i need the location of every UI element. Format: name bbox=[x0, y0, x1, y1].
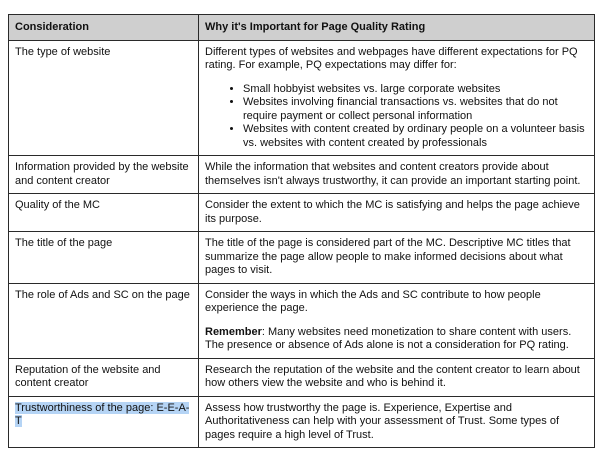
highlighted-text[interactable]: Trustworthiness of the page: E-E-A-T bbox=[15, 401, 190, 427]
bullet-list bbox=[205, 83, 588, 151]
header-importance: Why it's Important for Page Quality Rating bbox=[199, 15, 595, 41]
importance-cell bbox=[199, 283, 595, 358]
table-row bbox=[9, 232, 595, 284]
importance-text: Consider the ways in which the Ads and SC contribute to how people experience the page. bbox=[205, 288, 541, 314]
header-row bbox=[9, 15, 595, 41]
consideration-cell bbox=[9, 396, 199, 448]
importance-cell bbox=[199, 40, 595, 156]
remember-note bbox=[205, 326, 588, 353]
table-row bbox=[9, 40, 595, 156]
header-consideration: Consideration bbox=[9, 15, 199, 41]
table-row bbox=[9, 156, 595, 194]
consideration-cell: The title of the page bbox=[9, 232, 199, 284]
importance-cell: While the information that websites and content creators provide about themselves isn't always trustworthy, it can provide an important starting point. bbox=[199, 156, 595, 194]
consideration-cell: Reputation of the website and content creator bbox=[9, 358, 199, 396]
importance-cell: Assess how trustworthy the page is. Experience, Expertise and Authoritativeness can help with your assessment of Trust. Some types of pages require a high level of Trust. bbox=[199, 396, 595, 448]
table-row bbox=[9, 358, 595, 396]
remember-label: Remember bbox=[205, 325, 262, 338]
table-row bbox=[9, 194, 595, 232]
remember-text: : Many websites need monetization to share content with users. The presence or absence of Ads alone is not a consideration for PQ rating. bbox=[205, 325, 572, 351]
page-quality-considerations-table bbox=[8, 14, 595, 448]
table-row bbox=[9, 396, 595, 448]
consideration-cell: Information provided by the website and content creator bbox=[9, 156, 199, 194]
consideration-cell: The type of website bbox=[9, 40, 199, 156]
list-item: • Websites involving financial transactions vs. websites that do not require payment or collect personal information bbox=[243, 96, 588, 123]
list-item: • Small hobbyist websites vs. large corporate websites bbox=[243, 83, 588, 97]
table-row bbox=[9, 283, 595, 358]
importance-cell: Research the reputation of the website and the content creator to learn about how others view the website and who is behind it. bbox=[199, 358, 595, 396]
consideration-cell: Quality of the MC bbox=[9, 194, 199, 232]
importance-text: Different types of websites and webpages have different expectations for PQ rating. For example, PQ expectations may differ for: bbox=[205, 45, 578, 71]
consideration-cell: The role of Ads and SC on the page bbox=[9, 283, 199, 358]
importance-cell: The title of the page is considered part of the MC. Descriptive MC titles that summarize the page allow people to make informed decisions about what pages to visit. bbox=[199, 232, 595, 284]
importance-cell: Consider the extent to which the MC is satisfying and helps the page achieve its purpose. bbox=[199, 194, 595, 232]
list-item: • Websites with content created by ordinary people on a volunteer basis vs. websites with content created by professionals bbox=[243, 123, 588, 150]
